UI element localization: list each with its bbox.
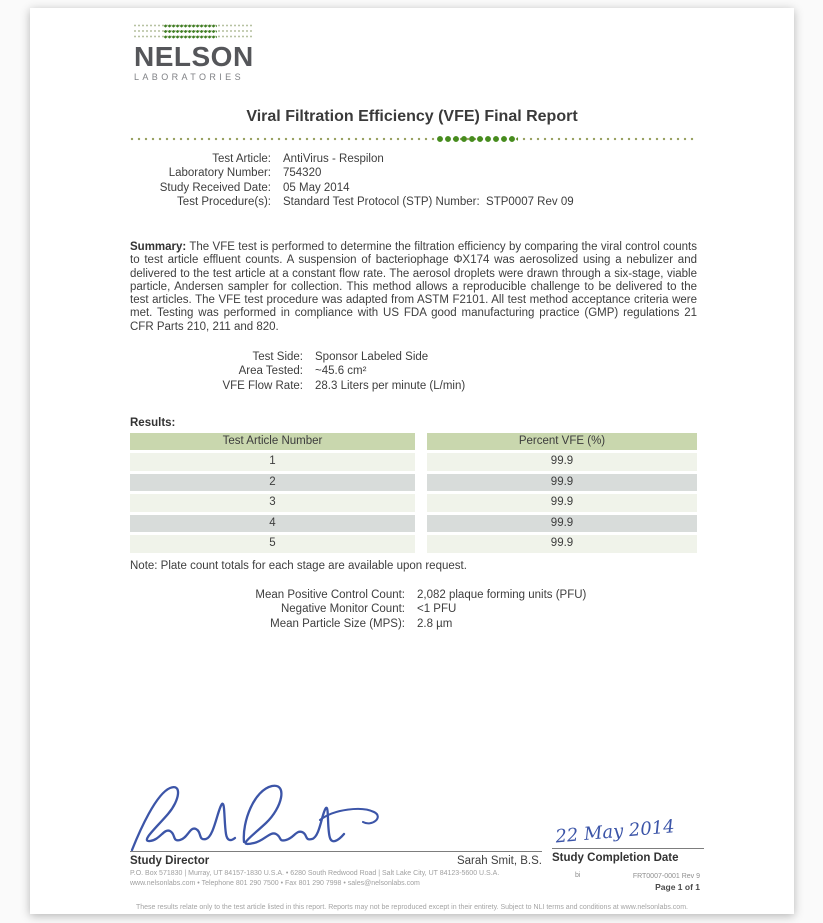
control-row-mean-positive <box>130 588 586 602</box>
control-row-mean-particle-size <box>130 617 586 631</box>
control-counts-block <box>130 588 586 631</box>
field-label: Mean Positive Control Count: <box>255 589 405 601</box>
info-row-test-procedures <box>130 195 574 209</box>
test-info-block <box>130 152 574 210</box>
signature-line <box>130 851 542 867</box>
footer-initials: bi <box>575 872 581 879</box>
field-label: Negative Monitor Count: <box>280 603 405 616</box>
field-value: 2.8 µm <box>417 617 453 630</box>
logo-dots-cluster-icon <box>164 24 217 41</box>
document-code: FRT0007-0001 Rev 9 <box>632 873 700 880</box>
field-label: Mean Particle Size (MPS): <box>270 617 405 630</box>
cell-article-number: 3 <box>130 494 415 515</box>
field-label: Study Received Date: <box>159 181 271 194</box>
footer-disclaimer: These results relate only to the test article listed in this report. Reports may not be reproduced except in their entirety. Subject to NLI terms and conditions at www.nelsonlabs.com. <box>136 904 688 911</box>
logo-subtitle: LABORATORIES <box>134 72 244 82</box>
column-header-percent-vfe: Percent VFE (%) <box>427 433 697 453</box>
param-row-area-tested <box>130 364 465 378</box>
footer-document-code-block <box>590 872 700 892</box>
page-number: Page 1 of 1 <box>655 882 700 892</box>
field-value: 2,082 plaque forming units (PFU) <box>417 589 587 601</box>
field-label: Laboratory Number: <box>168 167 271 180</box>
field-value: Standard Test Protocol (STP) Number: STP0007 Rev 09 <box>283 196 574 209</box>
footer-address-line2: www.nelsonlabs.com • Telephone 801 290 7500 • Fax 801 290 7998 • sales@nelsonlabs.com <box>130 880 420 887</box>
cell-percent-vfe: 99.9 <box>427 494 697 515</box>
field-label: Test Article: <box>212 153 271 165</box>
completion-date-label: Study Completion Date <box>552 848 704 864</box>
cell-article-number: 2 <box>130 474 415 495</box>
signer-name: Sarah Smit, B.S. <box>456 855 542 867</box>
field-label: VFE Flow Rate: <box>222 379 303 392</box>
cell-percent-vfe: 99.9 <box>427 474 697 495</box>
report-page <box>30 8 794 914</box>
table-row <box>130 453 697 474</box>
field-value: <1 PFU <box>417 603 457 616</box>
logo-dots-pattern-icon <box>134 24 254 41</box>
table-row <box>130 494 697 515</box>
handwritten-completion-date <box>552 814 704 852</box>
summary-paragraph <box>130 241 697 334</box>
logo-name: NELSON <box>134 41 254 72</box>
table-row <box>130 474 697 495</box>
test-parameters-block <box>130 350 465 393</box>
field-value: 28.3 Liters per minute (L/min) <box>315 379 466 392</box>
cell-article-number: 5 <box>130 535 415 556</box>
results-table <box>130 433 697 556</box>
field-value: ~45.6 cm² <box>315 365 367 378</box>
cell-article-number: 1 <box>130 453 415 474</box>
study-director-label: Study Director <box>130 855 210 867</box>
summary-text: The VFE test is performed to determine the filtration efficiency by comparing the viral control counts to test article effluent counts. A suspension of bacteriophage ΦX174 was aerosolized using a nebulizer and delivered to the test article at a constant flow rate. The aerosol droplets were drawn through a six-stage, viable particle, Andersen sampler for collection. This method allows a reproducible challenge to be delivered to the test articles. The VFE test procedure was adapted from ASTM F2101. All test method acceptance criteria were met. Testing was performed in compliance with US FDA good manufacturing practice (GMP) regulations 21 CFR Parts 210, 211 and 820. <box>130 241 697 333</box>
results-note: Note: Plate count totals for each stage are available upon request. <box>130 560 467 572</box>
field-value: Sponsor Labeled Side <box>315 351 429 363</box>
cell-percent-vfe: 99.9 <box>427 535 697 556</box>
footer-address <box>130 869 530 889</box>
param-row-test-side <box>130 350 465 364</box>
field-label: Test Procedure(s): <box>177 196 271 209</box>
field-value: 754320 <box>283 167 322 180</box>
field-label: Area Tested: <box>238 365 303 378</box>
footer-address-line1: P.O. Box 571830 | Murray, UT 84157-1830 U.S.A. • 6280 South Redwood Road | Salt Lake City, UT 84123-5600 U.S.A. <box>130 870 500 877</box>
info-row-study-received-date <box>130 181 574 195</box>
field-label: Test Side: <box>252 351 303 363</box>
report-title: Viral Filtration Efficiency (VFE) Final Report <box>246 108 578 125</box>
info-row-test-article <box>130 152 574 166</box>
completion-date-block <box>552 814 704 864</box>
control-row-negative-monitor <box>130 602 586 616</box>
table-header-row <box>130 433 697 453</box>
table-row <box>130 515 697 536</box>
dotted-divider-green-cluster-icon <box>436 135 518 143</box>
field-value: AntiVirus - Respilon <box>283 153 384 165</box>
cell-percent-vfe: 99.9 <box>427 515 697 536</box>
column-header-test-article-number: Test Article Number <box>130 433 415 453</box>
table-row <box>130 535 697 556</box>
cell-percent-vfe: 99.9 <box>427 453 697 474</box>
param-row-vfe-flow-rate <box>130 379 465 393</box>
info-row-laboratory-number <box>130 166 574 180</box>
handwritten-date-text: 22 May 2014 <box>554 816 676 848</box>
nelson-labs-logo <box>134 24 269 82</box>
cell-article-number: 4 <box>130 515 415 536</box>
results-heading: Results: <box>130 417 176 429</box>
dotted-divider <box>130 136 697 142</box>
summary-label: Summary: <box>130 241 187 253</box>
field-value: 05 May 2014 <box>283 181 350 194</box>
